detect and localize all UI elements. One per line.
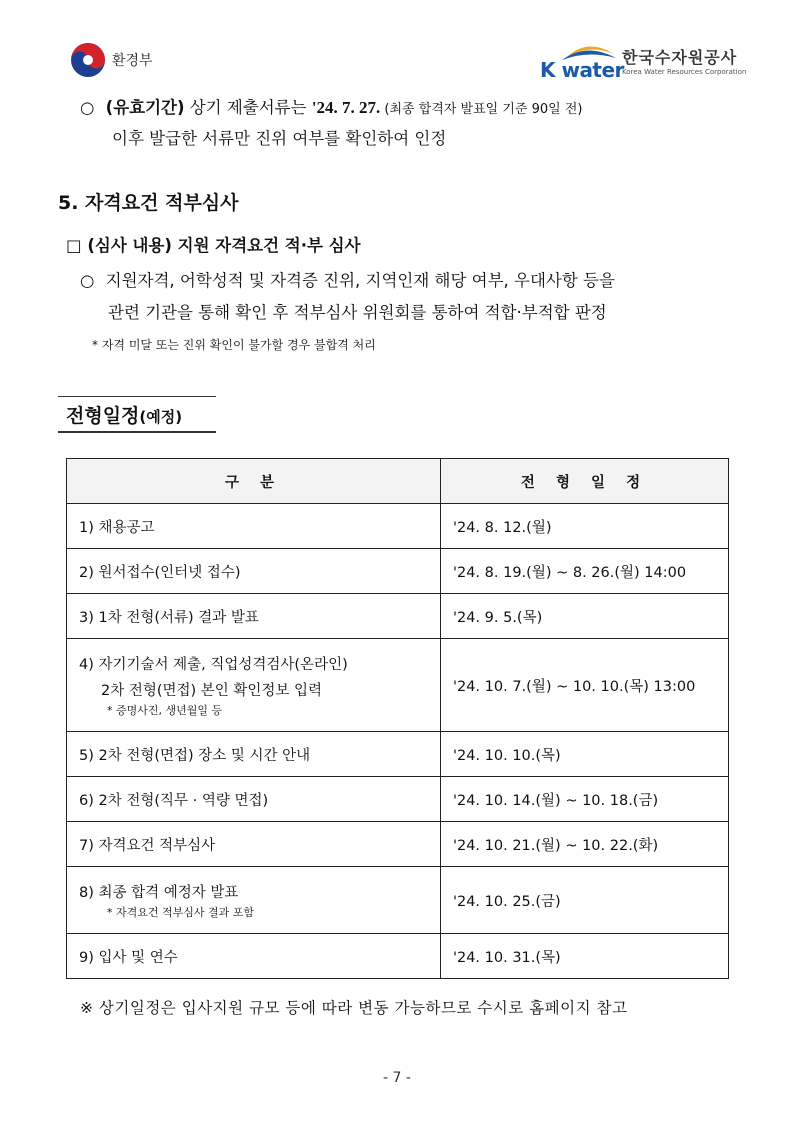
date-cell: '24. 8. 12.(월) xyxy=(441,504,729,549)
step-text: 4) 자기기술서 제출, 직업성격검사(온라인) xyxy=(79,657,348,673)
schedule-footnote: ※ 상기일정은 입사지원 규모 등에 따라 변동 가능하므로 수시로 홈페이지 참고 xyxy=(80,999,628,1017)
schedule-title: 전형일정(예정) xyxy=(66,405,183,427)
validity-date: '24. 7. 27. xyxy=(311,98,381,117)
validity-paren: (최종 합격자 발표일 기준 90일 전) xyxy=(380,102,583,117)
validity-text: 상기 제출서류는 xyxy=(184,98,312,117)
step-cell: 5) 2차 전형(면접) 장소 및 시간 안내 xyxy=(67,732,441,777)
step-note: * 자격요건 적부심사 결과 포함 xyxy=(107,906,254,919)
table-row xyxy=(67,504,729,549)
table-row xyxy=(67,867,729,934)
validity-label: (유효기간) xyxy=(105,98,185,117)
validity-line-1 xyxy=(80,97,582,121)
step-note: * 증명사진, 생년월일 등 xyxy=(107,704,223,717)
date-cell: '24. 10. 14.(월) ~ 10. 18.(금) xyxy=(441,777,729,822)
date-cell: '24. 10. 31.(목) xyxy=(441,934,729,979)
review-line-1 xyxy=(80,270,615,292)
step-cell: 6) 2차 전형(직무 · 역량 면접) xyxy=(67,777,441,822)
kwater-english-name: Korea Water Resources Corporation xyxy=(622,68,747,76)
column-header-category: 구 분 xyxy=(67,459,441,504)
date-cell: '24. 9. 5.(목) xyxy=(441,594,729,639)
validity-line-2: 이후 발급한 서류만 진위 여부를 확인하여 인정 xyxy=(112,129,447,148)
taegeuk-emblem-icon xyxy=(70,42,106,78)
bullet-circle: ○ xyxy=(80,98,95,117)
kwater-korean-name: 한국수자원공사 xyxy=(622,48,738,67)
step-text-2: 2차 전형(면접) 본인 확인정보 입력 xyxy=(101,683,323,699)
step-cell: 7) 자격요건 적부심사 xyxy=(67,822,441,867)
ministry-name: 환경부 xyxy=(112,53,153,69)
step-text: 8) 최종 합격 예정자 발표 xyxy=(79,885,239,901)
step-cell xyxy=(67,639,441,732)
step-cell: 2) 원서접수(인터넷 접수) xyxy=(67,549,441,594)
table-row xyxy=(67,549,729,594)
bullet-circle: ○ xyxy=(80,271,95,290)
date-cell: '24. 10. 21.(월) ~ 10. 22.(화) xyxy=(441,822,729,867)
schedule-table xyxy=(66,458,729,979)
step-cell: 3) 1차 전형(서류) 결과 발표 xyxy=(67,594,441,639)
ministry-logo xyxy=(70,42,153,78)
table-row xyxy=(67,822,729,867)
section-5-title: 5. 자격요건 적부심사 xyxy=(58,192,239,214)
table-row xyxy=(67,777,729,822)
table-row xyxy=(67,732,729,777)
review-note: * 자격 미달 또는 진위 확인이 불가할 경우 불합격 처리 xyxy=(92,338,376,352)
date-cell: '24. 10. 25.(금) xyxy=(441,867,729,934)
review-line-2: 관련 기관을 통해 확인 후 적부심사 위원회를 통하여 적합·부적합 판정 xyxy=(108,303,607,322)
page-number: - 7 - xyxy=(383,1070,411,1086)
table-header-row xyxy=(67,459,729,504)
table-row xyxy=(67,639,729,732)
review-text-1: 지원자격, 어학성적 및 자격증 진위, 지역인재 해당 여부, 우대사항 등을 xyxy=(105,271,615,290)
step-cell xyxy=(67,867,441,934)
table-row xyxy=(67,934,729,979)
date-cell: '24. 10. 10.(목) xyxy=(441,732,729,777)
date-cell: '24. 10. 7.(월) ~ 10. 10.(목) 13:00 xyxy=(441,639,729,732)
date-cell: '24. 8. 19.(월) ~ 8. 26.(월) 14:00 xyxy=(441,549,729,594)
column-header-schedule: 전 형 일 정 xyxy=(441,459,729,504)
review-content-heading: □ (심사 내용) 지원 자격요건 적·부 심사 xyxy=(66,236,361,255)
schedule-title-box xyxy=(58,396,216,433)
step-cell: 9) 입사 및 연수 xyxy=(67,934,441,979)
schedule-title-suffix: (예정) xyxy=(139,408,183,426)
step-cell: 1) 채용공고 xyxy=(67,504,441,549)
table-row xyxy=(67,594,729,639)
kwater-brand: K water xyxy=(540,58,624,82)
